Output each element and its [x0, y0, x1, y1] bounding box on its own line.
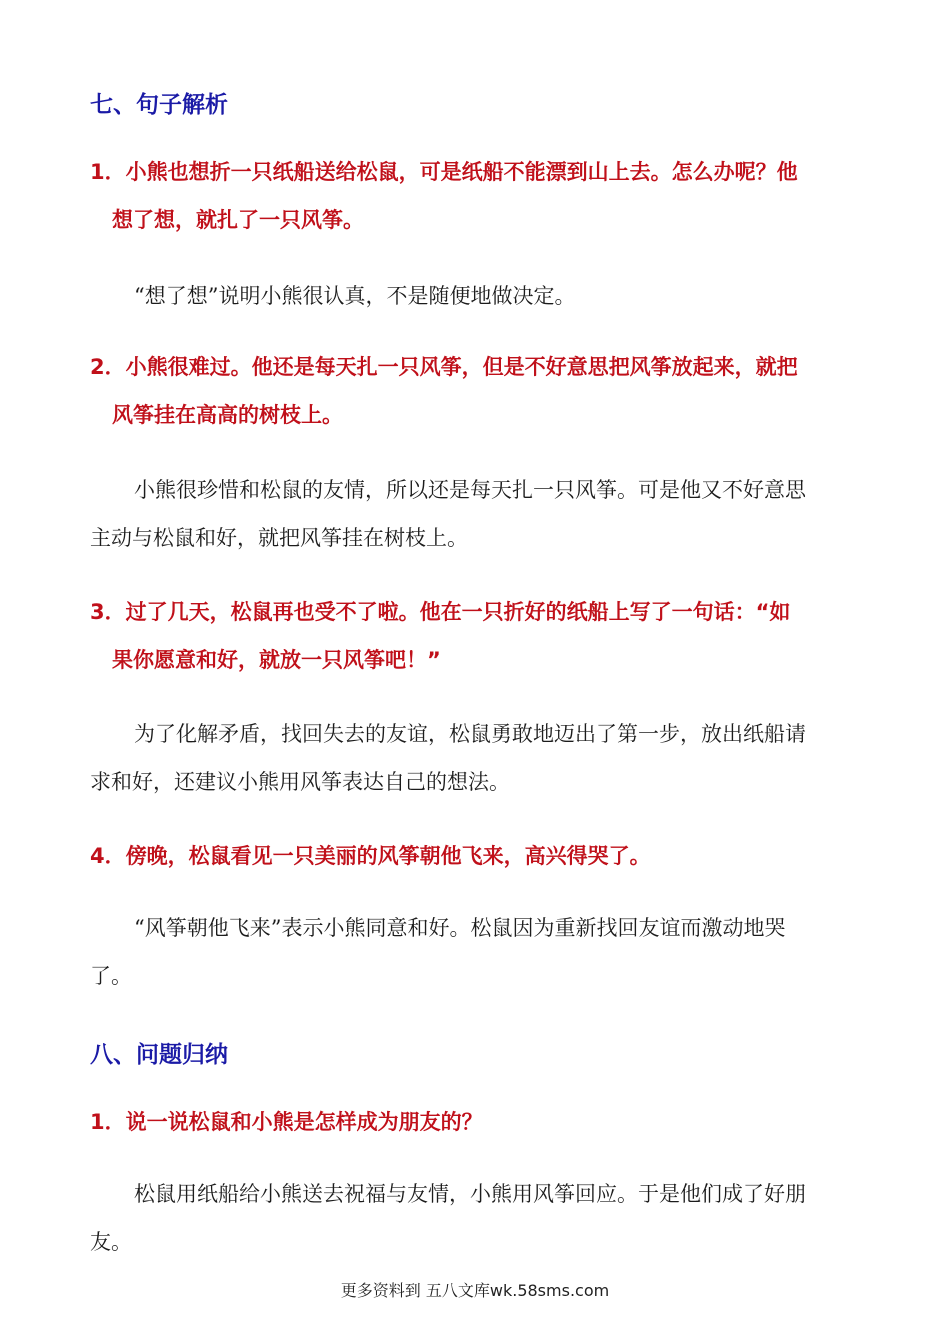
- answer-2-line-2: 主动与松鼠和好，就把风筝挂在树枝上。: [90, 526, 468, 550]
- question-3-line-1: 3．过了几天，松鼠再也受不了啦。他在一只折好的纸船上写了一句话：“如: [90, 600, 791, 624]
- question-4-line-1: 4．傍晚，松鼠看见一只美丽的风筝朝他飞来，高兴得哭了。: [90, 844, 651, 868]
- summary-question-1-line-1: 1．说一说松鼠和小熊是怎样成为朋友的？: [90, 1110, 483, 1134]
- section-title-sentence-analysis: 七、句子解析: [90, 92, 228, 118]
- section-title-question-summary: 八、问题归纳: [90, 1042, 228, 1068]
- question-3-line-2: 果你愿意和好，就放一只风筝吧！”: [112, 648, 441, 672]
- answer-1: [90, 272, 860, 320]
- question-1-line-2: 想了想，就扎了一只风筝。: [112, 208, 364, 232]
- summary-answer-1-line-2: 友。: [90, 1230, 132, 1254]
- answer-3: [90, 710, 860, 806]
- summary-answer-1-line-1: 松鼠用纸船给小熊送去祝福与友情，小熊用风筝回应。于是他们成了好朋: [134, 1182, 806, 1206]
- question-2-line-1: 2．小熊很难过。他还是每天扎一只风筝，但是不好意思把风筝放起来，就把: [90, 355, 798, 379]
- answer-4: [90, 904, 860, 1000]
- question-2-line-2: 风筝挂在高高的树枝上。: [112, 403, 343, 427]
- answer-3-line-1: 为了化解矛盾，找回失去的友谊，松鼠勇敢地迈出了第一步，放出纸船请: [134, 722, 806, 746]
- footer-source-note: 更多资料到 五八文库wk.58sms.com: [340, 1281, 610, 1300]
- question-2: [90, 343, 860, 439]
- answer-2: [90, 466, 860, 562]
- answer-4-line-2: 了。: [90, 964, 132, 988]
- question-3: [90, 588, 860, 684]
- answer-2-line-1: 小熊很珍惜和松鼠的友情，所以还是每天扎一只风筝。可是他又不好意思: [134, 478, 806, 502]
- summary-question-1: [90, 1098, 860, 1146]
- answer-3-line-2: 求和好，还建议小熊用风筝表达自己的想法。: [90, 770, 510, 794]
- answer-1-line-1: “想了想”说明小熊很认真，不是随便地做决定。: [134, 284, 576, 308]
- question-4: [90, 832, 860, 880]
- summary-answer-1: [90, 1170, 860, 1266]
- question-1-line-1: 1．小熊也想折一只纸船送给松鼠，可是纸船不能漂到山上去。怎么办呢？他: [90, 160, 798, 184]
- question-1: [90, 148, 860, 244]
- answer-4-line-1: “风筝朝他飞来”表示小熊同意和好。松鼠因为重新找回友谊而激动地哭: [134, 916, 786, 940]
